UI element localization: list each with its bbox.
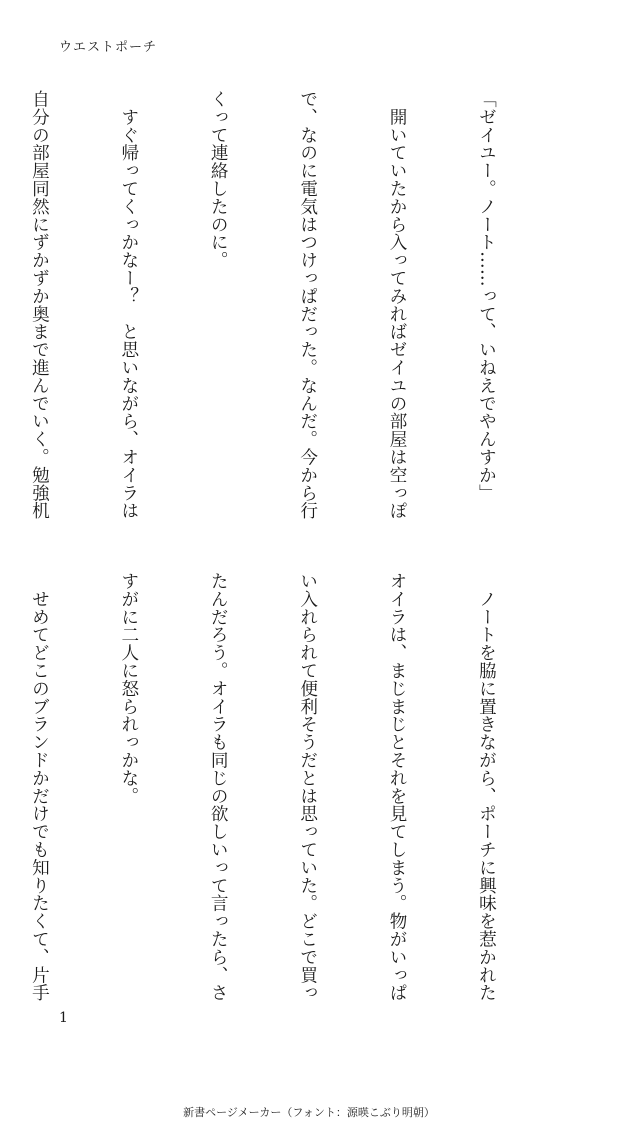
footer-credit: 新書ページメーカー（フォント：源暎こぶり明朝） xyxy=(183,1106,435,1119)
top-text-block xyxy=(29,90,560,520)
text-line: 開いていたから入ってみればゼイユの部屋は空っぽ xyxy=(387,90,408,520)
text-line: せめてどこのブランドかだけでも知りたくて、片手 xyxy=(29,572,50,1002)
page-number: 1 xyxy=(59,1010,68,1026)
text-line: たんだろう。オイラも同じの欲しいって言ったら、さ xyxy=(208,572,229,1002)
text-line: 自分の部屋同然にずかずか奥まで進んでいく。勉強机 xyxy=(29,90,50,520)
text-line: 「ゼイユー。ノート……って、いねえでやんすか」 xyxy=(476,90,497,502)
text-line: くって連絡したのに。 xyxy=(208,90,229,269)
text-line: すぐ帰ってくっかなー？ と思いながら、オイラは xyxy=(118,90,139,520)
text-line: オイラは、まじまじとそれを見てしまう。物がいっぱ xyxy=(387,572,408,1002)
text-line: で、なのに電気はつけっぱだった。なんだ。今から行 xyxy=(297,90,318,520)
text-line: すがに二人に怒られっかな。 xyxy=(118,572,139,805)
bottom-text-block xyxy=(29,572,560,1002)
text-line: い入れられて便利そうだとは思っていた。どこで買っ xyxy=(297,572,318,1002)
running-head-title: ウエストポーチ xyxy=(59,40,158,55)
text-line: ノートを脇に置きながら、ポーチに興味を惹かれた xyxy=(476,572,497,1002)
